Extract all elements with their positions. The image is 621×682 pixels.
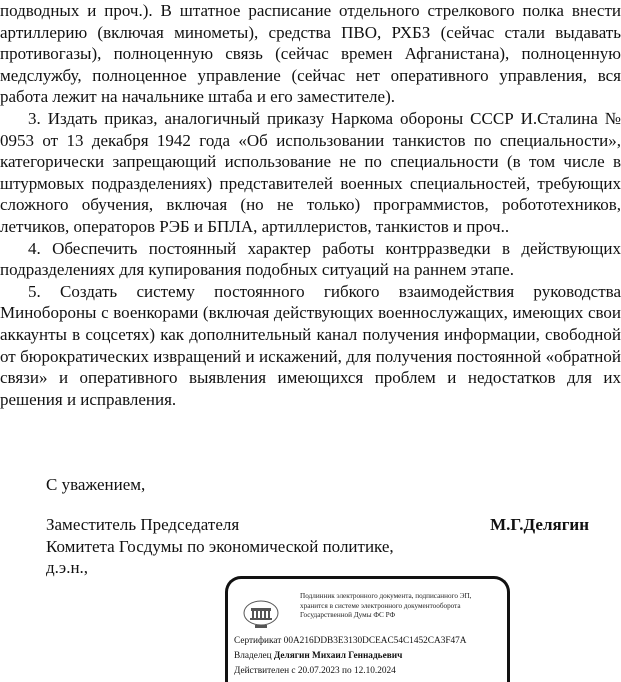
- paragraph-continuation: подводных и проч.). В штатное расписание отдельного стрелкового полка внести артиллерию (включая минометы), средства ПВО, РХБЗ (сейчас стали выдавать противогазы), полноценную связь (сейчас времен Афганистана), полноценную медслужбу, полноценное управление (сейчас нет оперативного управления, вся работа лежит на начальнике штаба и его заместителе).: [0, 1, 621, 107]
- signer-degree: д.э.н.,: [46, 558, 89, 577]
- paragraph-item-4: 4. Обеспечить постоянный характер работы контрразведки в действующих подразделениях для купирования подобных ситуаций на раннем этапе.: [0, 238, 621, 280]
- valid-to: 12.10.2024: [353, 666, 396, 676]
- owner-label: Владелец: [234, 651, 272, 661]
- owner-value: Делягин Михаил Геннадьевич: [273, 651, 403, 661]
- signer-name: М.Г.Делягин: [490, 515, 589, 534]
- stamp-validity: [234, 665, 396, 677]
- closing-phrase: С уважением,: [46, 475, 146, 494]
- stamp-certificate: [234, 635, 467, 647]
- paragraph-item-5: 5. Создать систему постоянного гибкого взаимодействия руководства Минобороны с военкорами (включая действующих военнослужащих, имеющих свои аккаунты в соцсетях) как дополнительный канал получения информации, свободной от бюрократических извращений и искажений, для получения постоянной «обратной связи» и оперативного выявления имеющихся проблем и недостатков для их решения и исправления.: [0, 281, 621, 409]
- paragraph-item-3: 3. Издать приказ, аналогичный приказу Наркома обороны СССР И.Сталина № 0953 от 13 декабря 1942 года «Об использовании танкистов по специальности», категорически запрещающий использование не по специальности (в том числе в штурмовых подразделениях) представителей военных специальностей, требующих сложного обучения, включая (но не только) программистов, робототехников, летчиков, операторов РЭБ и БПЛА, артиллеристов, танкистов и проч..: [0, 108, 621, 236]
- certificate-value: 00A216DDB3E3130DCEAC54C1452CA3F47A: [283, 636, 467, 646]
- stamp-owner: [234, 650, 402, 662]
- valid-label: Действителен с: [234, 666, 296, 676]
- signer-position-line1: Заместитель Председателя: [46, 515, 240, 534]
- valid-to-label: по: [342, 666, 352, 676]
- valid-from: 20.07.2023: [297, 666, 340, 676]
- duma-emblem-icon: [242, 599, 280, 629]
- electronic-signature-stamp: [225, 576, 510, 682]
- stamp-caption: Подлинник электронного документа, подписанного ЭП, хранится в системе электронного документооборота Государственной Думы ФС РФ: [300, 592, 472, 619]
- signer-position-line2: Комитета Госдумы по экономической политике,: [46, 537, 394, 556]
- certificate-label: Сертификат: [234, 636, 282, 646]
